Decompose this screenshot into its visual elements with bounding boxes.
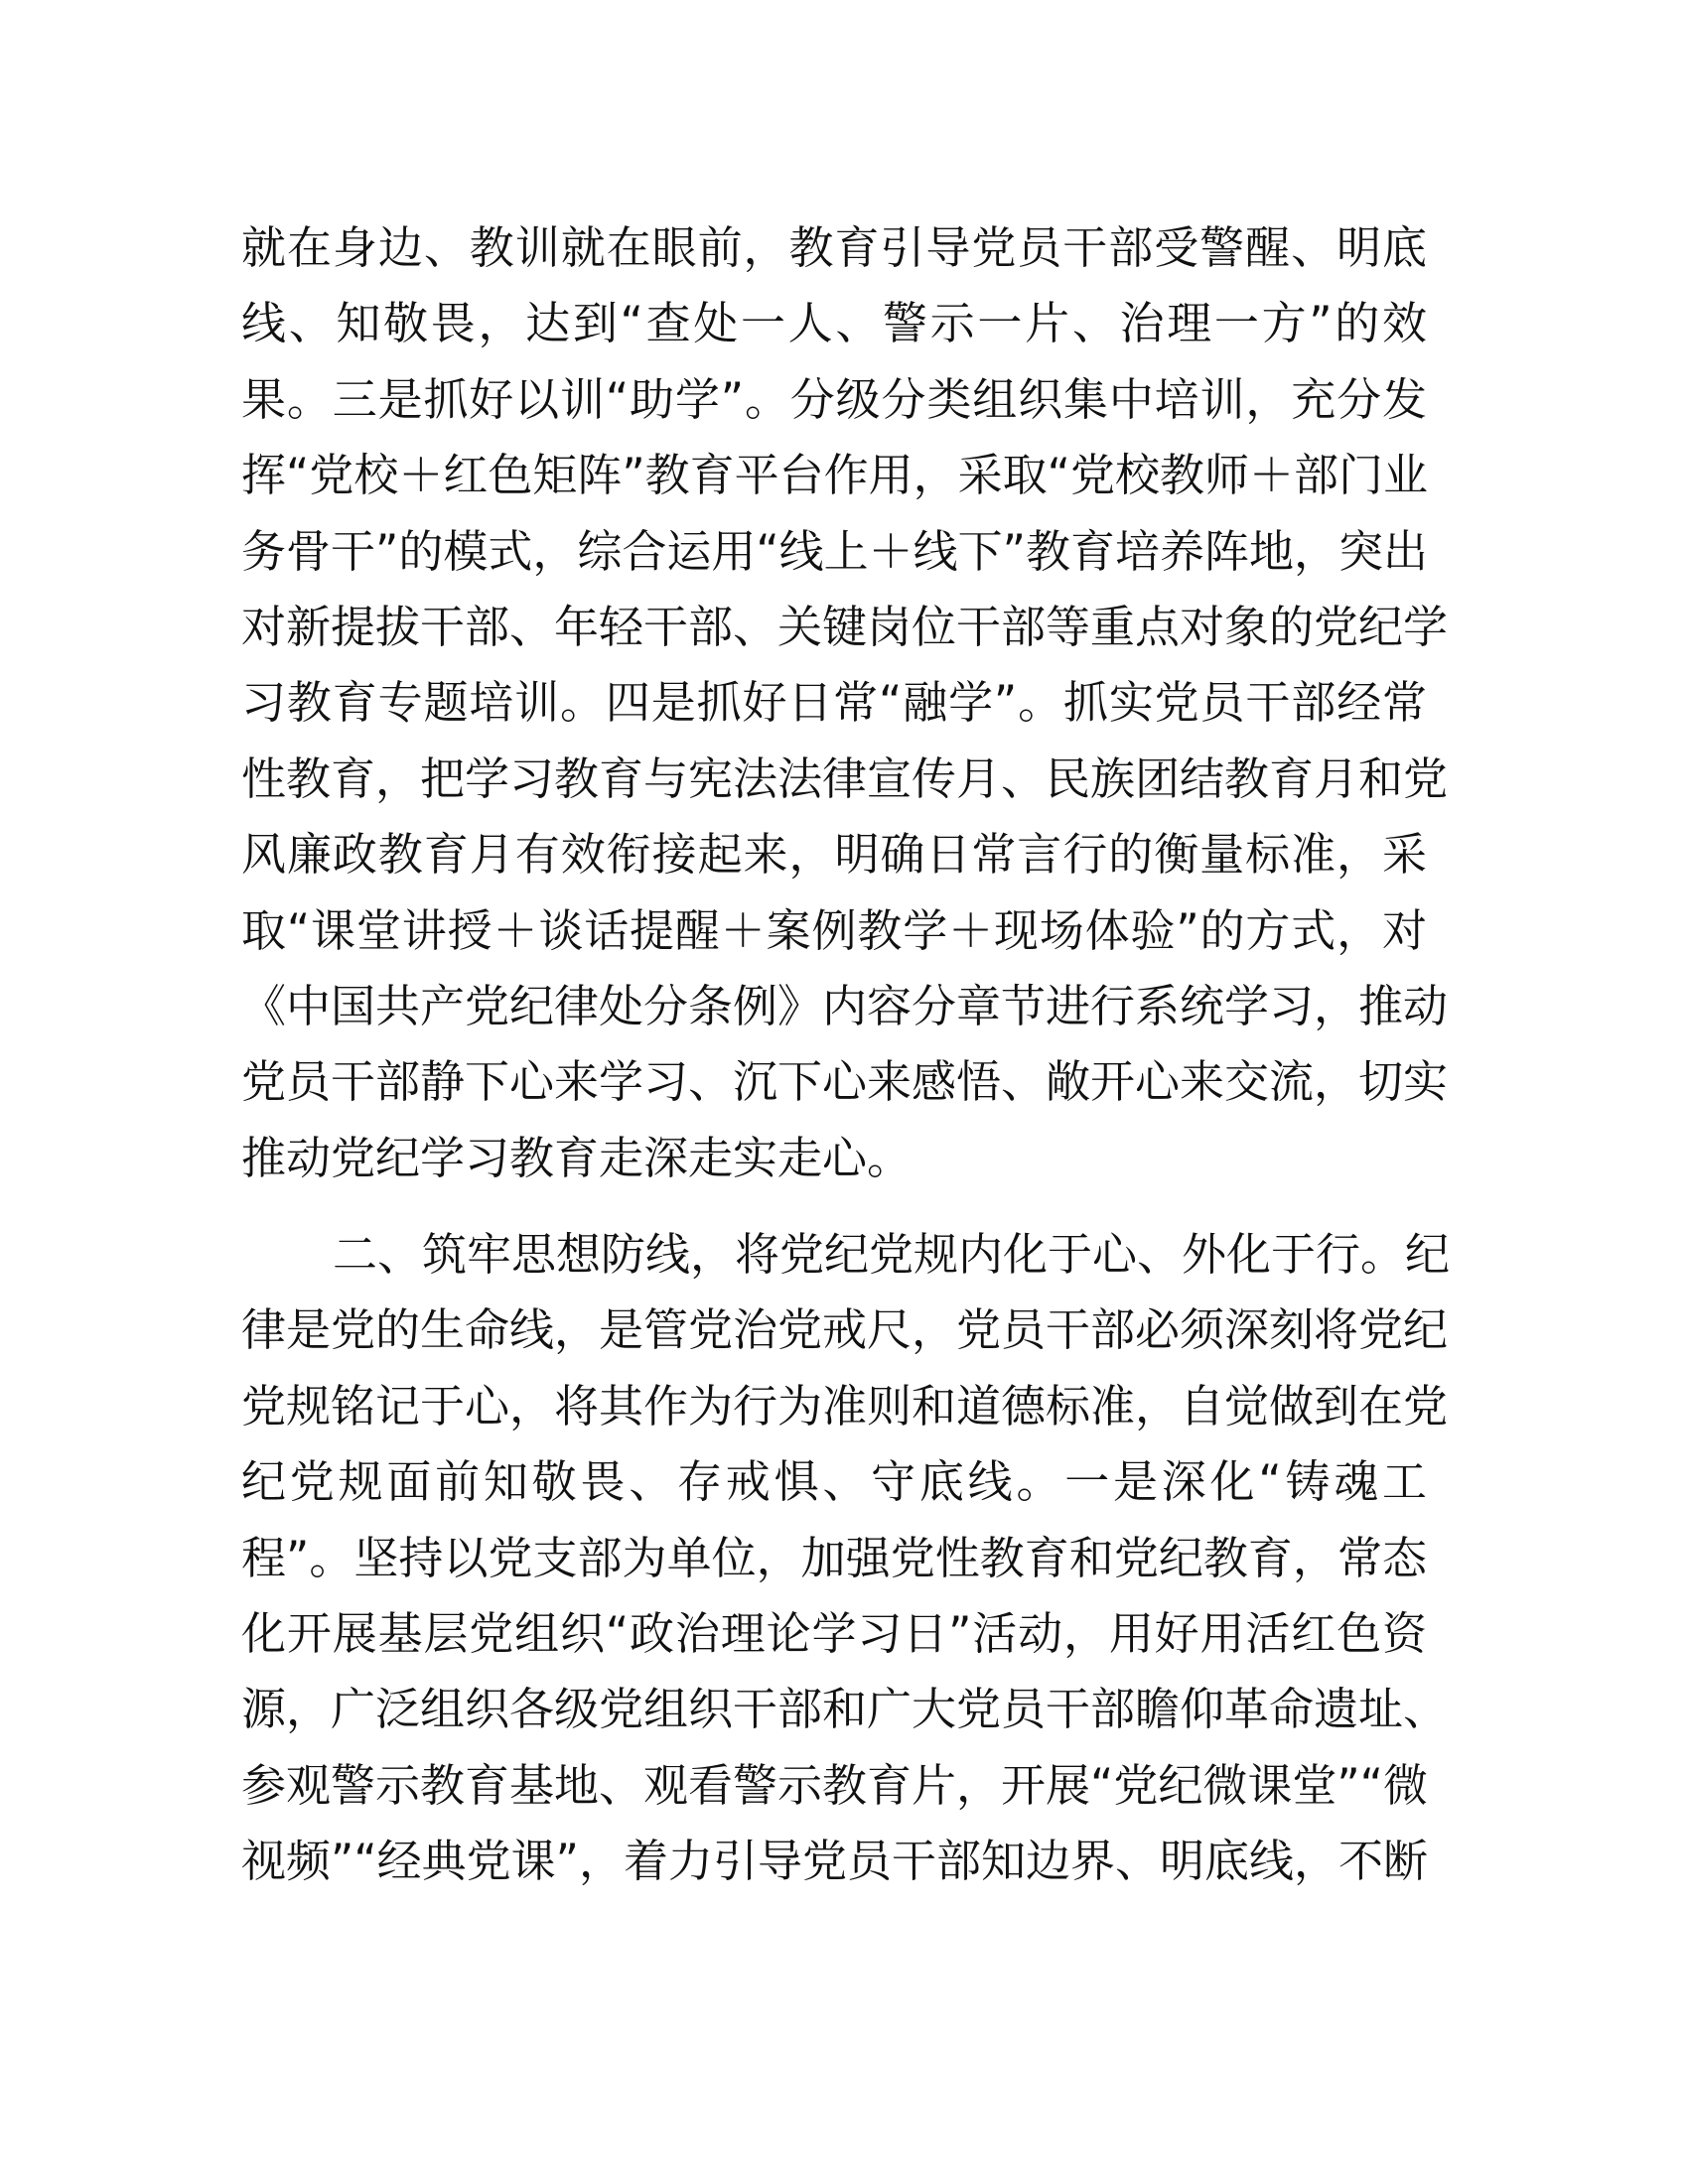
text-line: 取“课堂讲授＋谈话提醒＋案例教学＋现场体验”的方式，对 xyxy=(241,903,1427,957)
text-line: 党员干部静下心来学习、沉下心来感悟、敞开心来交流，切实 xyxy=(241,1055,1449,1109)
text-line: 程”。坚持以党支部为单位，加强党性教育和党纪教育，常态 xyxy=(241,1531,1427,1584)
text-line: 推动党纪学习教育走深走实走心。 xyxy=(241,1131,913,1184)
text-line: 对新提拔干部、年轻干部、关键岗位干部等重点对象的党纪学 xyxy=(241,600,1449,653)
text-line: 果。三是抓好以训“助学”。分级分类组织集中培训，充分发 xyxy=(241,372,1427,426)
text-line: 源，广泛组织各级党组织干部和广大党员干部瞻仰革命遗址、 xyxy=(241,1683,1449,1736)
text-line: 就在身边、教训就在眼前，教育引导党员干部受警醒、明底 xyxy=(241,221,1427,274)
text-line: 挥“党校＋红色矩阵”教育平台作用，采取“党校教师＋部门业 xyxy=(241,449,1428,502)
text-line: 风廉政教育月有效衔接起来，明确日常言行的衡量标准，采 xyxy=(241,828,1427,882)
text-line: 习教育专题培训。四是抓好日常“融学”。抓实党员干部经常 xyxy=(241,676,1427,730)
text-line: 参观警示教育基地、观看警示教育片，开展“党纪微课堂”“微 xyxy=(241,1758,1428,1812)
text-line: 化开展基层党组织“政治理论学习日”活动，用好用活红色资 xyxy=(241,1606,1427,1660)
text-line: 律是党的生命线，是管党治党戒尺，党员干部必须深刻将党纪 xyxy=(241,1303,1449,1357)
text-line: 《中国共产党纪律处分条例》内容分章节进行系统学习，推动 xyxy=(241,979,1449,1032)
text-line: 务骨干”的模式，综合运用“线上＋线下”教育培养阵地，突出 xyxy=(241,524,1428,578)
text-line: 视频”“经典党课”，着力引导党员干部知边界、明底线，不断 xyxy=(241,1835,1428,1888)
paragraph-continued xyxy=(241,210,1449,1196)
text-line: 党规铭记于心，将其作为行为准则和道德标准，自觉做到在党 xyxy=(241,1379,1449,1433)
paragraph-section-two xyxy=(241,1217,1451,1900)
text-line: 纪党规面前知敬畏、存戒惧、守底线。一是深化“铸魂工 xyxy=(241,1455,1427,1509)
text-line: 线、知敬畏，达到“查处一人、警示一片、治理一方”的效 xyxy=(241,297,1427,350)
text-line: 性教育，把学习教育与宪法法律宣传月、民族团结教育月和党 xyxy=(241,751,1449,805)
text-line: 二、筑牢思想防线，将党纪党规内化于心、外化于行。纪 xyxy=(333,1228,1451,1281)
